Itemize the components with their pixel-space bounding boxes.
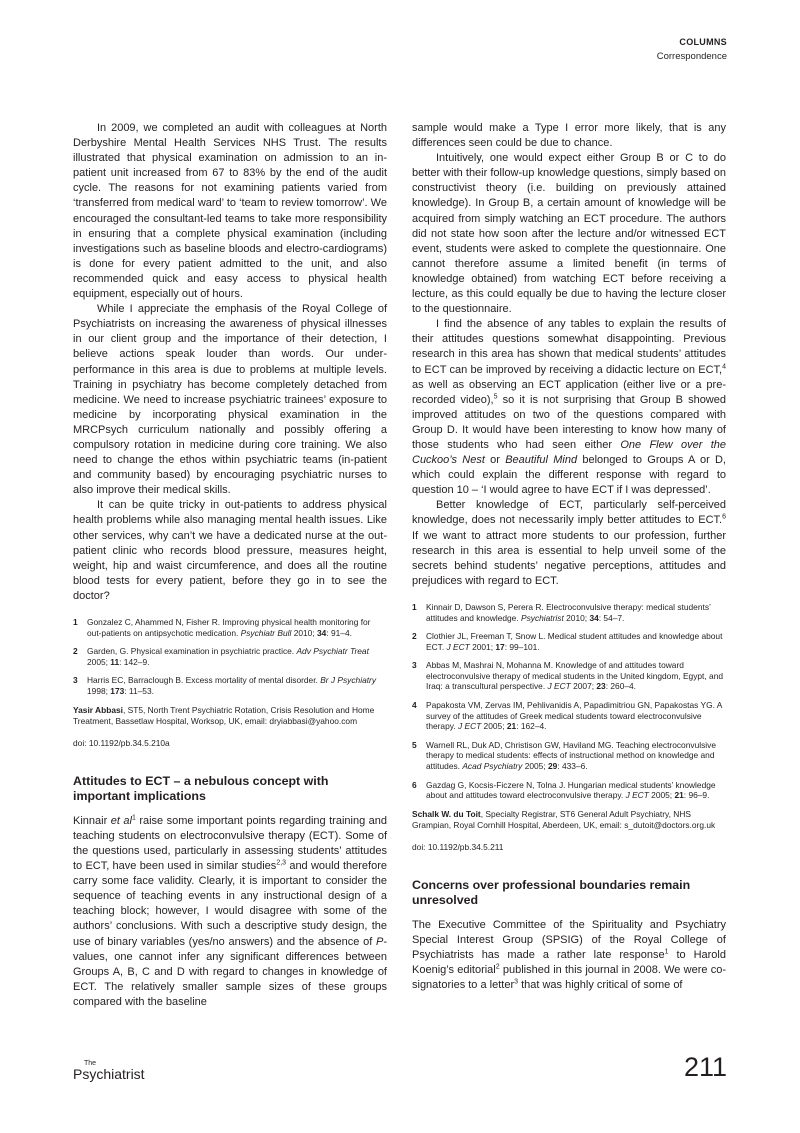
article-title: Concerns over professional boundaries remain unresolved <box>412 878 691 907</box>
reference-item: 1 Gonzalez C, Ahammed N, Fisher R. Improving physical health monitoring for out-patients on antipsychotic medication. Psychiatr Bull 2010; 34: 91–4. <box>73 617 371 638</box>
doi: doi: 10.1192/pb.34.5.211 <box>412 842 504 852</box>
author-name: Yasir Abbasi <box>73 704 123 715</box>
body-paragraph: The Executive Committee of the Spirituality and Psychiatry Special Interest Group (SPSIG) of the Royal College of Psychiatrists has made a rather late response$^1$ to Harold Koenig’s editorial$^2$ published in this journal in 2008. We were co-signatories to a letter$^3$ that was highly critical of some of <box>412 919 727 992</box>
body-paragraph: sample would make a Type I error more likely, that is any differences seen could be due to chance. <box>412 122 726 150</box>
body-paragraph: I find the absence of any tables to explain the results of their attitudes questions somewhat disappointing. Previous research in this area has shown that medical students’ attitudes to ECT can be improved by receiving a didactic lecture on ECT,$^4$ as well as observing an ECT application (either live or a pre-recorded video),$^5$ so it is not surprising that Group B showed improved attitudes on two of the questions compared with Group D. It would have been interesting to know how many of those students who had seen either One Flew over the Cuckoo’s Nest or Beautiful Mind belonged to Groups A or D, which could explain the different response with regard to question 10 – ‘I would agree to have ECT if I was depressed’. <box>412 318 726 497</box>
reference-item: 1 Kinnair D, Dawson S, Perera R. Electroconvulsive therapy: medical students’ attitudes and knowledge. Psychiatrist 2010; 34: 54–7. <box>412 601 711 623</box>
reference-item: 4 Papakosta VM, Zervas IM, Pehlivanidis A, Papadimitriou GN, Papakostas YG. A survey of the attitudes of Greek medical students toward electroconvulsive therapy. J ECT 2005; 21: 162–4. <box>412 700 722 732</box>
reference-list <box>73 617 387 697</box>
author-affiliation: Schalk W. du Toit, Specialty Registrar, ST6 General Adult Psychiatry, NHS Grampian, Royal Cornhill Hospital, Aberdeen, UK, email: s_dutoit@doctors.org.uk <box>412 808 716 831</box>
reference-item: 2 Clothier JL, Freeman T, Snow L. Medical student attitudes and knowledge about ECT. J ECT 2001; 17: 99–101. <box>412 631 723 652</box>
doi: doi: 10.1192/pb.34.5.210a <box>73 737 170 748</box>
body-paragraph: Intuitively, one would expect either Group B or C to do better with their follow-up knowledge questions, simply based on constructivist theory (i.e. building on previously attained knowledge). In Group B, a certain amount of knowledge will be acquired from simply watching an ECT procedure. The authors did not state how soon after the lecture and/or witnessed ECT event, students were asked to complete the questionnaire. One cannot therefore assume a limited benefit (in terms of knowledge obtained) from watching ECT before receiving a lecture, as this could equally be due to having the lecture closer to the questionnaire. <box>412 152 726 316</box>
reference-item: 2 Garden, G. Physical examination in psychiatric practice. Adv Psychiatr Treat 2005; 11: 142–9. <box>73 646 369 667</box>
body-paragraph: In 2009, we completed an audit with colleagues at North Derbyshire Mental Health Services NHS Trust. The results illustrated that physical examination on admission to an in-patient unit increased from 67 to 83% by the end of the audit cycle. The reasons for not examining patients varied from ‘transferred from medical ward’ to ‘team to review tomorrow’. We encouraged the consultant-led teams to take more responsibility in ensuring that a complete physical examination (including investigations such as baseline bloods and electro-cardiograms) is done for every patient admitted to the unit, and also recommended quick and easy access to physical health equipment, especially out of hours. <box>73 122 387 301</box>
body-paragraph: Better knowledge of ECT, particularly self-perceived knowledge, does not necessarily imply better attitudes to ECT.$^6$ If we want to attract more students to our profession, further research in this area is essential to help unveil some of the secrets behind students’ negative perceptions, attitudes and prejudices with regard to ECT. <box>412 499 726 587</box>
body-paragraph: It can be quite tricky in out-patients to address physical health problems while also managing mental health issues. Like other services, why can’t we have a dedicated nurse at the out-patient clinic who records blood pressure, measures height, weight, hip and waist circumference, and does all the routine blood tests for every patient, before they go in to see the doctor? <box>73 499 387 602</box>
section-subheader: Correspondence <box>656 51 727 62</box>
reference-item: 3 Abbas M, Mashrai N, Mohanna M. Knowledge of and attitudes toward electroconvulsive therapy of medical students in the United kingdom, Egypt, and Iraq: a transcultural perspective. J ECT 2007; 23: 260–4. <box>412 660 724 692</box>
reference-item: 3 Harris EC, Barraclough B. Excess mortality of mental disorder. Br J Psychiatry 1998; 173: 11–53. <box>73 675 377 696</box>
page-number: 211 <box>683 1052 727 1082</box>
reference-item: 6 Gazdag G, Kocsis-Ficzere N, Tolna J. Hungarian medical students’ knowledge about and attitudes toward electroconvulsive therapy. J ECT 2005; 21: 96–9. <box>412 779 716 801</box>
reference-list <box>412 602 726 801</box>
left-column <box>73 121 387 1010</box>
author-affiliation: Yasir Abbasi, ST5, North Trent Psychiatric Rotation, Crisis Resolution and Home Treatment, Bassetlaw Hospital, Worksop, UK, email: dryiabbasi@yahoo.com <box>73 704 375 727</box>
reference-item: 5 Warnell RL, Duk AD, Christison GW, Haviland MG. Teaching electroconvulsive therapy to medical students: effects of instructional method on knowledge and attitudes. Acad Psychiatry 2005; 29: 433–6. <box>412 739 716 772</box>
section-header: COLUMNS <box>679 37 727 47</box>
body-paragraph: While I appreciate the emphasis of the Royal College of Psychiatrists on increasing the awareness of physical illnesses in our client group and the importance of their detection, I believe actions speak louder than words. Our under-performance in this area is due to problems at multiple levels. Training in psychiatry has become completely detached from medicine. We need to increase psychiatric trainees’ exposure to medicine by incorporating physical examination in the MRCPsych curriculum nationally and possibly offering a compulsory rotation in medicine during core training. We also need to change the ethos within psychiatric teams (in-patient and community based) by encouraging psychiatric nurses to also improve their medical skills. <box>73 303 387 497</box>
author-name: Schalk W. du Toit <box>412 808 481 819</box>
journal-logo: The Psychiatrist <box>73 1060 145 1082</box>
article-title: Attitudes to ECT – a nebulous concept with important implications <box>73 773 329 803</box>
body-paragraph: Kinnair et $al^1$ raise some important points regarding training and teaching students on electroconvulsive therapy (ECT). Some of the questions used, particularly in assessing students’ attitudes to ECT, have been used in similar studies$^{2,3}$ and would therefore carry some face validity. Clearly, it is important to consider the sequence of teaching events in any instructional design of a teaching block; however, I would disagree with some of the authors’ conclusions. With such a descriptive study design, the use of binary variables (yes/no answers) and the absence of P-values, one cannot infer any significant differences between Groups A, B, C and D with regard to changes in knowledge of ECT. The relatively smaller sample sizes of these groups compared with the baseline <box>73 814 388 1008</box>
right-column <box>412 121 726 993</box>
